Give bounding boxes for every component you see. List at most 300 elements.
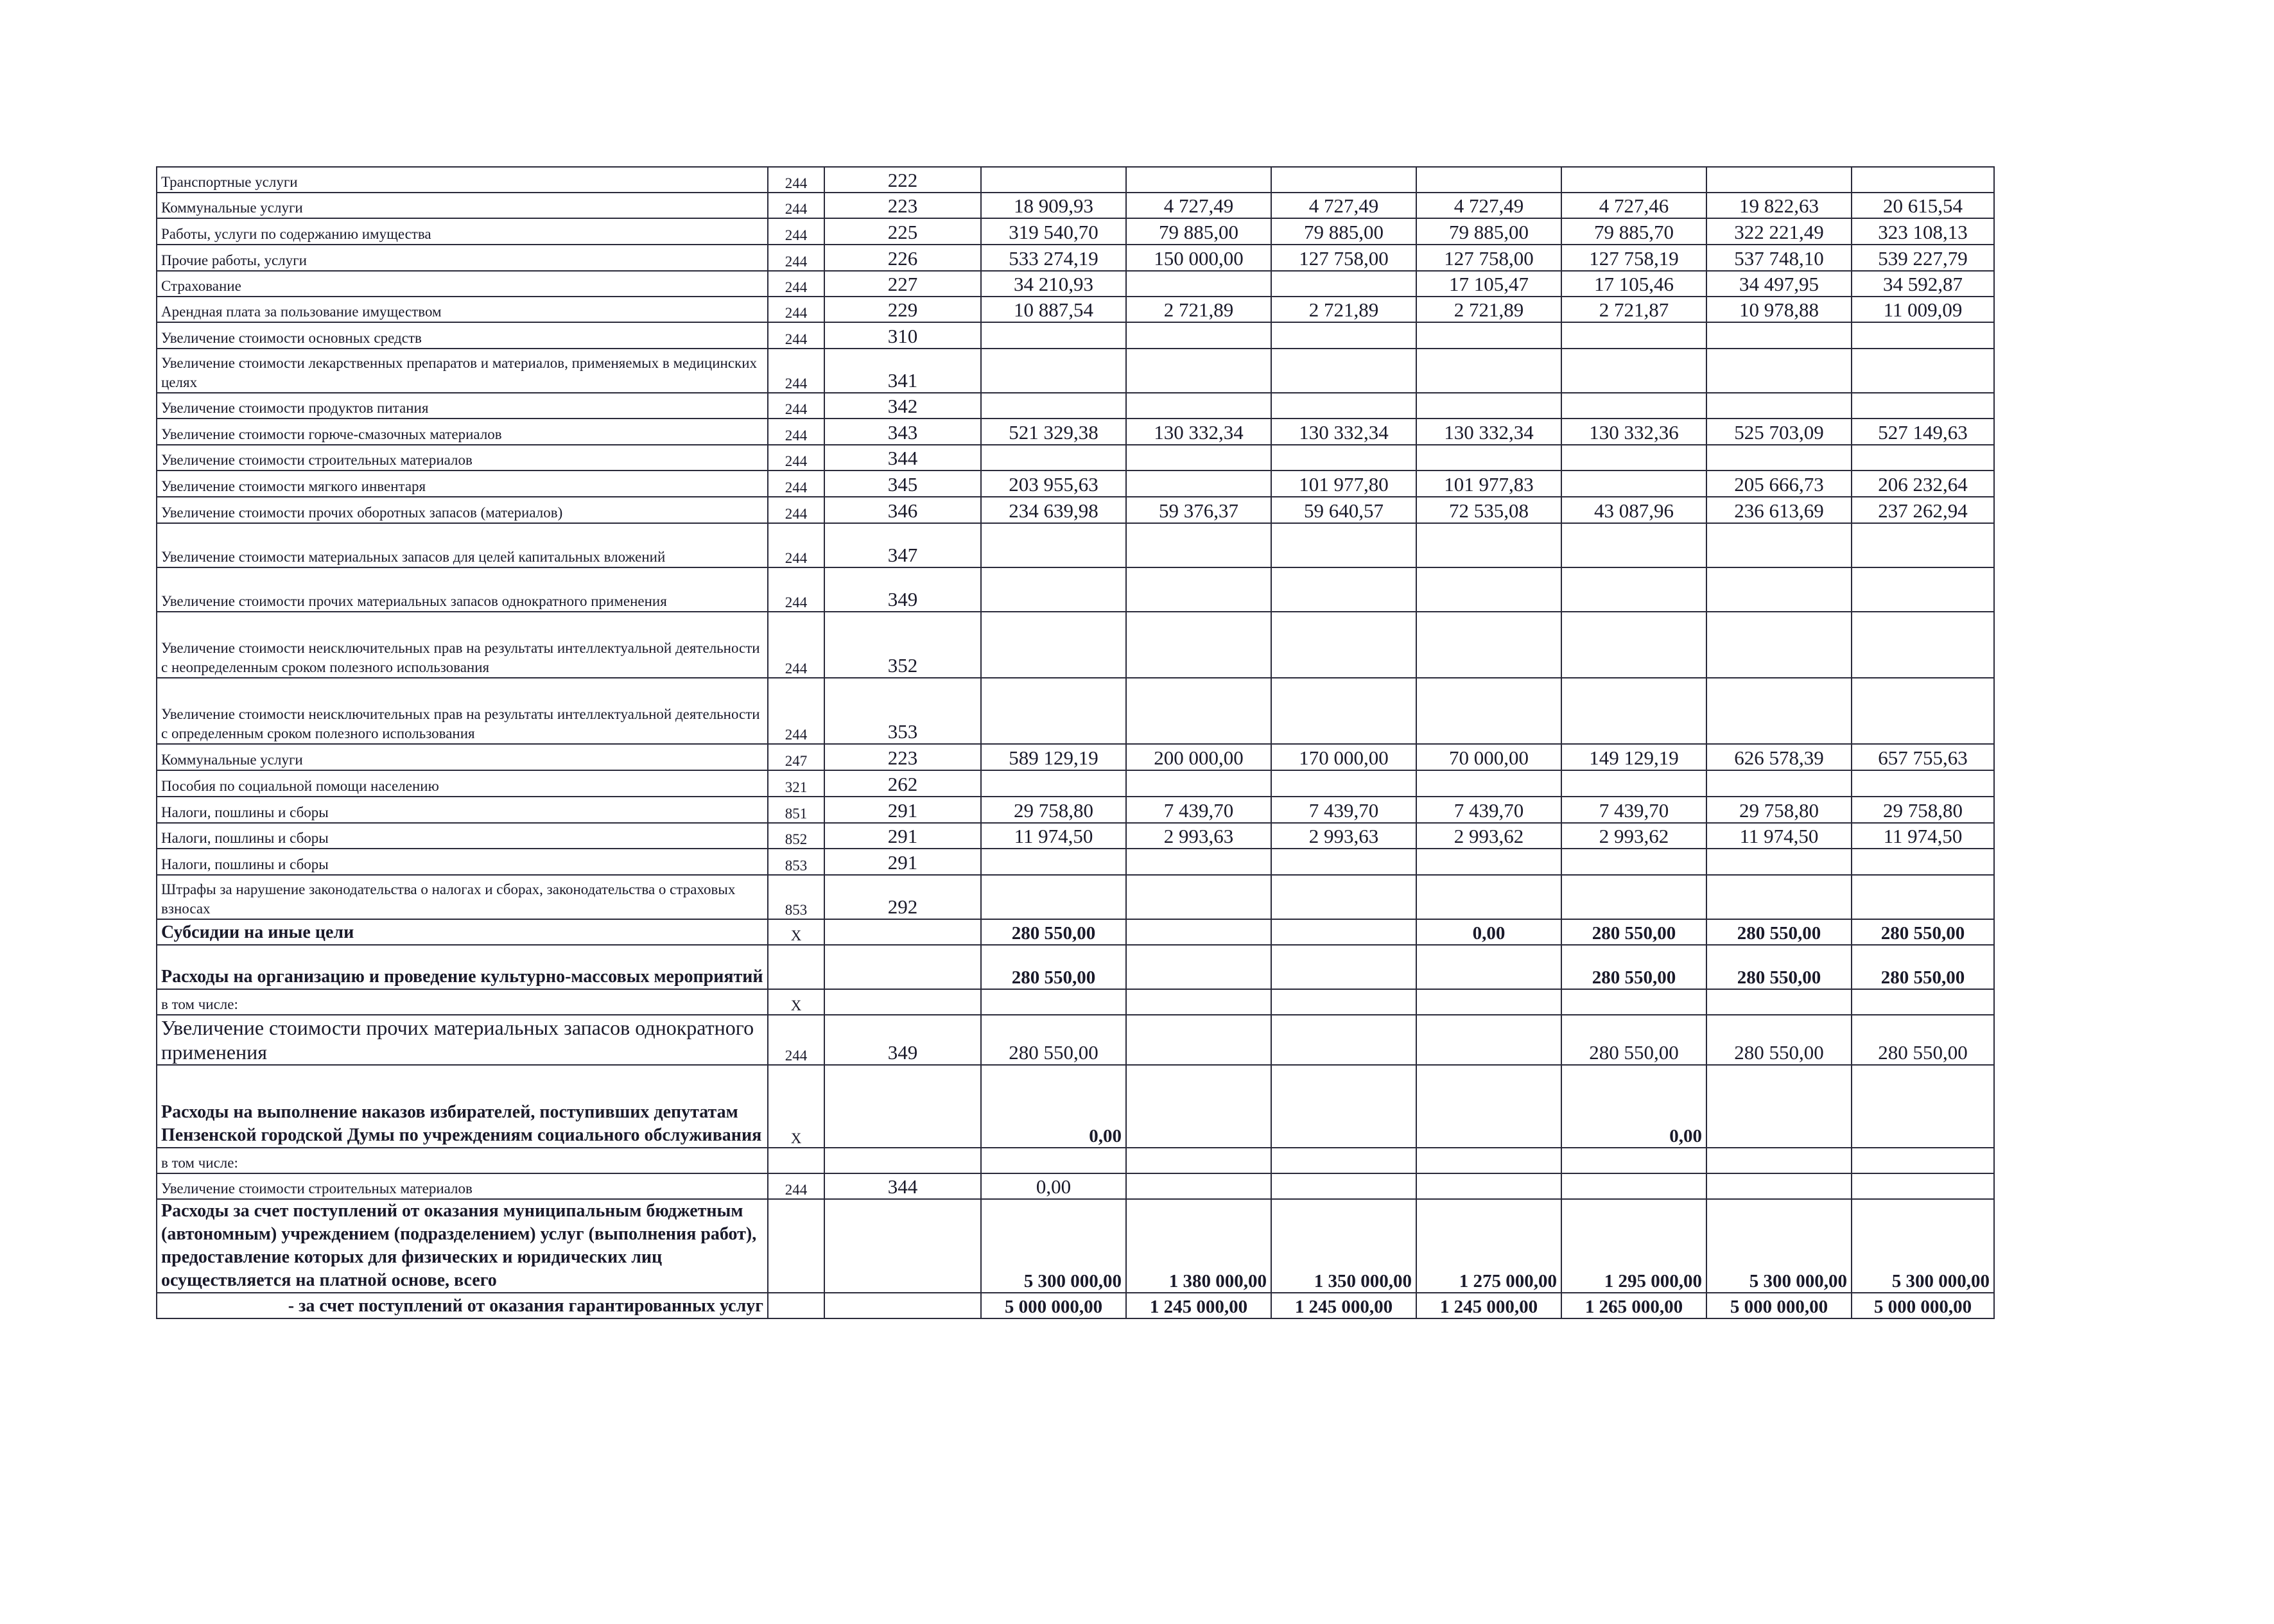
row-value: [1416, 1148, 1561, 1173]
row-value: [1126, 1065, 1271, 1148]
row-value: 236 613,69: [1706, 497, 1852, 523]
table-row: [157, 1148, 1994, 1173]
row-kosgu-code: 229: [824, 297, 981, 322]
row-value: [981, 1148, 1126, 1173]
row-kvr-code: 244: [768, 322, 824, 349]
table-row: [157, 1173, 1994, 1199]
row-kosgu-code: 343: [824, 419, 981, 445]
row-name: Увеличение стоимости горюче-смазочных материалов: [157, 419, 768, 445]
row-value: 11 009,09: [1852, 297, 1994, 322]
row-value: [1852, 349, 1994, 393]
row-name: Коммунальные услуги: [157, 744, 768, 770]
row-value: [981, 349, 1126, 393]
row-value: [1561, 523, 1706, 567]
row-name: Транспортные услуги: [157, 167, 768, 193]
row-value: [1852, 1173, 1994, 1199]
row-value: [1706, 1065, 1852, 1148]
row-value: [1561, 1173, 1706, 1199]
row-kosgu-code: [824, 1293, 981, 1318]
row-value: [1126, 919, 1271, 945]
row-value: 43 087,96: [1561, 497, 1706, 523]
row-value: 1 245 000,00: [1416, 1293, 1561, 1318]
row-kvr-code: X: [768, 989, 824, 1015]
row-value: [1126, 567, 1271, 612]
row-value: 130 332,34: [1416, 419, 1561, 445]
row-value: [1126, 445, 1271, 471]
row-value: 4 727,49: [1126, 193, 1271, 218]
row-kvr-code: 244: [768, 497, 824, 523]
row-value: [1126, 349, 1271, 393]
row-value: 0,00: [981, 1065, 1126, 1148]
row-value: 2 721,87: [1561, 297, 1706, 322]
row-value: 59 376,37: [1126, 497, 1271, 523]
row-kvr-code: X: [768, 1065, 824, 1148]
row-value: [1561, 167, 1706, 193]
row-value: [1416, 1173, 1561, 1199]
row-value: [1706, 989, 1852, 1015]
row-value: [1271, 167, 1416, 193]
row-value: 10 887,54: [981, 297, 1126, 322]
row-value: [1126, 523, 1271, 567]
row-value: [1706, 393, 1852, 419]
row-value: [1561, 393, 1706, 419]
row-value: [1706, 678, 1852, 744]
row-kosgu-code: 349: [824, 1015, 981, 1065]
table-row: [157, 167, 1994, 193]
row-kvr-code: 244: [768, 523, 824, 567]
row-value: 280 550,00: [981, 1015, 1126, 1065]
row-value: 59 640,57: [1271, 497, 1416, 523]
row-value: 521 329,38: [981, 419, 1126, 445]
row-value: 7 439,70: [1416, 797, 1561, 823]
row-value: 11 974,50: [981, 823, 1126, 849]
row-value: 280 550,00: [1852, 919, 1994, 945]
row-value: [1561, 445, 1706, 471]
row-value: 280 550,00: [1852, 945, 1994, 989]
row-value: 205 666,73: [1706, 471, 1852, 497]
row-value: [1852, 612, 1994, 678]
row-value: 5 000 000,00: [1706, 1293, 1852, 1318]
row-value: [981, 445, 1126, 471]
row-value: 525 703,09: [1706, 419, 1852, 445]
row-kvr-code: 244: [768, 193, 824, 218]
table-row: [157, 1015, 1994, 1065]
row-value: [1416, 1015, 1561, 1065]
row-value: [1706, 349, 1852, 393]
table-row: [157, 349, 1994, 393]
row-value: 101 977,80: [1271, 471, 1416, 497]
row-name: Увеличение стоимости прочих материальных запасов однократного применения: [157, 567, 768, 612]
table-row: [157, 744, 1994, 770]
row-value: [1416, 770, 1561, 797]
row-kosgu-code: 291: [824, 849, 981, 875]
row-value: [1706, 612, 1852, 678]
row-value: [1561, 567, 1706, 612]
table-row: [157, 797, 1994, 823]
row-value: [1126, 875, 1271, 919]
row-value: [1126, 322, 1271, 349]
row-value: 5 000 000,00: [981, 1293, 1126, 1318]
row-kosgu-code: [824, 989, 981, 1015]
row-kosgu-code: 223: [824, 744, 981, 770]
row-value: [1126, 1173, 1271, 1199]
row-kosgu-code: 227: [824, 271, 981, 297]
row-value: 72 535,08: [1416, 497, 1561, 523]
row-value: 1 265 000,00: [1561, 1293, 1706, 1318]
row-value: 280 550,00: [1706, 945, 1852, 989]
row-value: [1126, 989, 1271, 1015]
row-value: [1852, 1065, 1994, 1148]
row-value: [1706, 875, 1852, 919]
table-row: [157, 218, 1994, 245]
row-kosgu-code: 346: [824, 497, 981, 523]
row-value: 101 977,83: [1416, 471, 1561, 497]
row-value: 1 350 000,00: [1271, 1199, 1416, 1293]
row-value: [1706, 167, 1852, 193]
row-value: [1852, 678, 1994, 744]
row-value: [1271, 322, 1416, 349]
table-body: [157, 167, 1994, 1318]
row-value: [1271, 523, 1416, 567]
row-kvr-code: X: [768, 919, 824, 945]
row-value: 1 380 000,00: [1126, 1199, 1271, 1293]
row-name: Увеличение стоимости материальных запасов для целей капитальных вложений: [157, 523, 768, 567]
row-kosgu-code: 344: [824, 445, 981, 471]
table-row: [157, 919, 1994, 945]
row-value: [1271, 875, 1416, 919]
row-value: 11 974,50: [1706, 823, 1852, 849]
row-value: [981, 770, 1126, 797]
row-value: 280 550,00: [1706, 919, 1852, 945]
row-value: [1852, 567, 1994, 612]
row-value: 237 262,94: [1852, 497, 1994, 523]
row-name: Расходы на выполнение наказов избирателей, поступивших депутатам Пензенской городской Думы по учреждениям социального обслуживания: [157, 1065, 768, 1148]
row-value: [1271, 393, 1416, 419]
row-value: 79 885,00: [1271, 218, 1416, 245]
row-kvr-code: 247: [768, 744, 824, 770]
row-value: 2 721,89: [1126, 297, 1271, 322]
table-row: [157, 567, 1994, 612]
table-row: [157, 245, 1994, 271]
row-kvr-code: 244: [768, 349, 824, 393]
row-kvr-code: 851: [768, 797, 824, 823]
row-kosgu-code: 291: [824, 797, 981, 823]
row-value: 589 129,19: [981, 744, 1126, 770]
row-kvr-code: 244: [768, 612, 824, 678]
table-row: [157, 875, 1994, 919]
row-kvr-code: 244: [768, 419, 824, 445]
row-value: [981, 322, 1126, 349]
row-value: [1126, 1148, 1271, 1173]
row-name: Работы, услуги по содержанию имущества: [157, 218, 768, 245]
row-value: 7 439,70: [1271, 797, 1416, 823]
row-value: [981, 875, 1126, 919]
row-kosgu-code: 342: [824, 393, 981, 419]
row-kosgu-code: 223: [824, 193, 981, 218]
row-name: Штрафы за нарушение законодательства о налогах и сборах, законодательства о страховых взносах: [157, 875, 768, 919]
row-name: Расходы за счет поступлений от оказания муниципальным бюджетным (автономным) учреждением (подразделением) услуг (выполнения работ), предоставление которых для физических и юридических лиц осуществляется на платной основе, всего: [157, 1199, 768, 1293]
table-row: [157, 445, 1994, 471]
row-value: 4 727,49: [1416, 193, 1561, 218]
table-row: [157, 989, 1994, 1015]
row-value: 17 105,47: [1416, 271, 1561, 297]
row-value: [1561, 1148, 1706, 1173]
row-name: Пособия по социальной помощи населению: [157, 770, 768, 797]
row-value: [1561, 678, 1706, 744]
row-value: 130 332,34: [1271, 419, 1416, 445]
row-value: 0,00: [981, 1173, 1126, 1199]
budget-expenses-table: [156, 166, 1995, 1319]
row-value: [1416, 678, 1561, 744]
row-value: 149 129,19: [1561, 744, 1706, 770]
row-value: 280 550,00: [1561, 919, 1706, 945]
row-kosgu-code: [824, 945, 981, 989]
row-kosgu-code: 352: [824, 612, 981, 678]
row-value: 626 578,39: [1706, 744, 1852, 770]
row-value: 2 993,62: [1561, 823, 1706, 849]
row-kosgu-code: 349: [824, 567, 981, 612]
row-value: 170 000,00: [1271, 744, 1416, 770]
row-value: [1706, 849, 1852, 875]
row-value: 527 149,63: [1852, 419, 1994, 445]
row-value: [1416, 445, 1561, 471]
row-value: [1852, 770, 1994, 797]
table-row: [157, 271, 1994, 297]
row-kosgu-code: 222: [824, 167, 981, 193]
row-value: 70 000,00: [1416, 744, 1561, 770]
row-kvr-code: 244: [768, 1173, 824, 1199]
row-kosgu-code: 292: [824, 875, 981, 919]
row-value: 2 993,63: [1126, 823, 1271, 849]
table-row: [157, 419, 1994, 445]
row-value: [1126, 849, 1271, 875]
table-row: [157, 770, 1994, 797]
row-name: Налоги, пошлины и сборы: [157, 849, 768, 875]
row-value: [1271, 445, 1416, 471]
row-value: [1416, 612, 1561, 678]
row-name: Страхование: [157, 271, 768, 297]
table-row: [157, 523, 1994, 567]
row-value: [1271, 945, 1416, 989]
row-name: Коммунальные услуги: [157, 193, 768, 218]
row-value: 130 332,36: [1561, 419, 1706, 445]
row-kosgu-code: 344: [824, 1173, 981, 1199]
row-value: 5 000 000,00: [1852, 1293, 1994, 1318]
row-value: 17 105,46: [1561, 271, 1706, 297]
row-value: [1416, 167, 1561, 193]
row-value: [1271, 989, 1416, 1015]
row-value: [1852, 523, 1994, 567]
row-value: 0,00: [1561, 1065, 1706, 1148]
row-value: [1852, 849, 1994, 875]
table-row: [157, 678, 1994, 744]
row-value: 29 758,80: [1706, 797, 1852, 823]
row-kosgu-code: 310: [824, 322, 981, 349]
row-kosgu-code: [824, 919, 981, 945]
row-value: 203 955,63: [981, 471, 1126, 497]
row-value: [1561, 349, 1706, 393]
row-value: 322 221,49: [1706, 218, 1852, 245]
table-row: [157, 322, 1994, 349]
row-kvr-code: 852: [768, 823, 824, 849]
row-value: [1271, 849, 1416, 875]
row-kvr-code: [768, 1199, 824, 1293]
row-value: 127 758,00: [1416, 245, 1561, 271]
row-name: Арендная плата за пользование имуществом: [157, 297, 768, 322]
row-value: 19 822,63: [1706, 193, 1852, 218]
row-value: [1126, 678, 1271, 744]
row-value: 280 550,00: [1561, 1015, 1706, 1065]
row-name: Увеличение стоимости неисключительных прав на результаты интеллектуальной деятельности с неопределенным сроком полезного использования: [157, 612, 768, 678]
row-value: [1852, 445, 1994, 471]
row-value: [1706, 1173, 1852, 1199]
row-value: 280 550,00: [1706, 1015, 1852, 1065]
row-value: 5 300 000,00: [1706, 1199, 1852, 1293]
row-name: Налоги, пошлины и сборы: [157, 797, 768, 823]
row-value: 2 721,89: [1416, 297, 1561, 322]
row-value: 2 721,89: [1271, 297, 1416, 322]
row-value: 34 210,93: [981, 271, 1126, 297]
row-kvr-code: 244: [768, 445, 824, 471]
row-value: [1271, 678, 1416, 744]
row-value: 0,00: [1416, 919, 1561, 945]
row-kosgu-code: [824, 1065, 981, 1148]
row-value: [1271, 919, 1416, 945]
table-row: [157, 1199, 1994, 1293]
row-name: в том числе:: [157, 989, 768, 1015]
row-value: 657 755,63: [1852, 744, 1994, 770]
row-value: 323 108,13: [1852, 218, 1994, 245]
row-name: Прочие работы, услуги: [157, 245, 768, 271]
row-value: 10 978,88: [1706, 297, 1852, 322]
row-value: [981, 393, 1126, 419]
row-value: 280 550,00: [981, 945, 1126, 989]
row-kvr-code: 244: [768, 245, 824, 271]
row-value: 539 227,79: [1852, 245, 1994, 271]
row-value: [1416, 1065, 1561, 1148]
row-value: [1126, 1015, 1271, 1065]
row-value: [1852, 875, 1994, 919]
row-value: [1561, 770, 1706, 797]
row-value: 29 758,80: [1852, 797, 1994, 823]
row-value: [1416, 523, 1561, 567]
row-name: Увеличение стоимости прочих оборотных запасов (материалов): [157, 497, 768, 523]
row-value: 1 245 000,00: [1271, 1293, 1416, 1318]
row-value: [1416, 875, 1561, 919]
row-value: [981, 849, 1126, 875]
row-value: [981, 523, 1126, 567]
table-row: [157, 193, 1994, 218]
row-kosgu-code: 291: [824, 823, 981, 849]
row-value: [1271, 612, 1416, 678]
row-value: [981, 567, 1126, 612]
row-name: в том числе:: [157, 1148, 768, 1173]
row-value: 29 758,80: [981, 797, 1126, 823]
row-name: Увеличение стоимости лекарственных препаратов и материалов, применяемых в медицинских целях: [157, 349, 768, 393]
row-kvr-code: [768, 945, 824, 989]
row-value: [1126, 612, 1271, 678]
row-value: [1561, 471, 1706, 497]
row-kvr-code: [768, 1148, 824, 1173]
row-value: [1271, 770, 1416, 797]
row-name: Налоги, пошлины и сборы: [157, 823, 768, 849]
row-value: [1852, 393, 1994, 419]
row-value: 1 295 000,00: [1561, 1199, 1706, 1293]
row-name: Увеличение стоимости неисключительных прав на результаты интеллектуальной деятельности с определенным сроком полезного использования: [157, 678, 768, 744]
row-value: 1 245 000,00: [1126, 1293, 1271, 1318]
row-value: [1561, 989, 1706, 1015]
row-kvr-code: 853: [768, 875, 824, 919]
row-kvr-code: 321: [768, 770, 824, 797]
row-kvr-code: 244: [768, 678, 824, 744]
row-value: [1271, 1065, 1416, 1148]
row-kvr-code: 853: [768, 849, 824, 875]
row-value: 1 275 000,00: [1416, 1199, 1561, 1293]
row-name: Увеличение стоимости основных средств: [157, 322, 768, 349]
row-value: [1271, 1015, 1416, 1065]
row-value: [1416, 989, 1561, 1015]
row-kosgu-code: 347: [824, 523, 981, 567]
row-value: [1271, 1148, 1416, 1173]
row-value: 4 727,46: [1561, 193, 1706, 218]
row-name: Увеличение стоимости мягкого инвентаря: [157, 471, 768, 497]
table-row: [157, 849, 1994, 875]
row-value: [1852, 989, 1994, 1015]
row-value: 319 540,70: [981, 218, 1126, 245]
row-value: [1416, 393, 1561, 419]
table-row: [157, 297, 1994, 322]
row-value: 280 550,00: [981, 919, 1126, 945]
row-value: 79 885,00: [1126, 218, 1271, 245]
row-value: 5 300 000,00: [981, 1199, 1126, 1293]
row-value: [1271, 271, 1416, 297]
row-kosgu-code: 262: [824, 770, 981, 797]
row-value: [1706, 322, 1852, 349]
row-value: [1271, 567, 1416, 612]
row-value: [1416, 567, 1561, 612]
row-value: [1416, 322, 1561, 349]
row-value: 150 000,00: [1126, 245, 1271, 271]
row-value: 234 639,98: [981, 497, 1126, 523]
row-kosgu-code: [824, 1199, 981, 1293]
row-value: [1706, 445, 1852, 471]
table-row: [157, 393, 1994, 419]
row-kvr-code: 244: [768, 297, 824, 322]
row-value: [1271, 1173, 1416, 1199]
row-value: [981, 612, 1126, 678]
row-value: 127 758,00: [1271, 245, 1416, 271]
row-value: [1852, 322, 1994, 349]
row-value: [1126, 471, 1271, 497]
table-row: [157, 823, 1994, 849]
table-row: [157, 612, 1994, 678]
row-value: [1416, 849, 1561, 875]
table-row: [157, 471, 1994, 497]
row-value: 200 000,00: [1126, 744, 1271, 770]
row-kosgu-code: 353: [824, 678, 981, 744]
row-value: [1416, 349, 1561, 393]
row-value: 79 885,00: [1416, 218, 1561, 245]
row-value: [1126, 167, 1271, 193]
row-value: [1706, 1148, 1852, 1173]
row-name: Увеличение стоимости прочих материальных запасов однократного применения: [157, 1015, 768, 1065]
row-value: [1126, 945, 1271, 989]
row-value: 7 439,70: [1126, 797, 1271, 823]
row-kvr-code: 244: [768, 218, 824, 245]
table-row: [157, 945, 1994, 989]
row-value: [1561, 875, 1706, 919]
row-kosgu-code: 345: [824, 471, 981, 497]
